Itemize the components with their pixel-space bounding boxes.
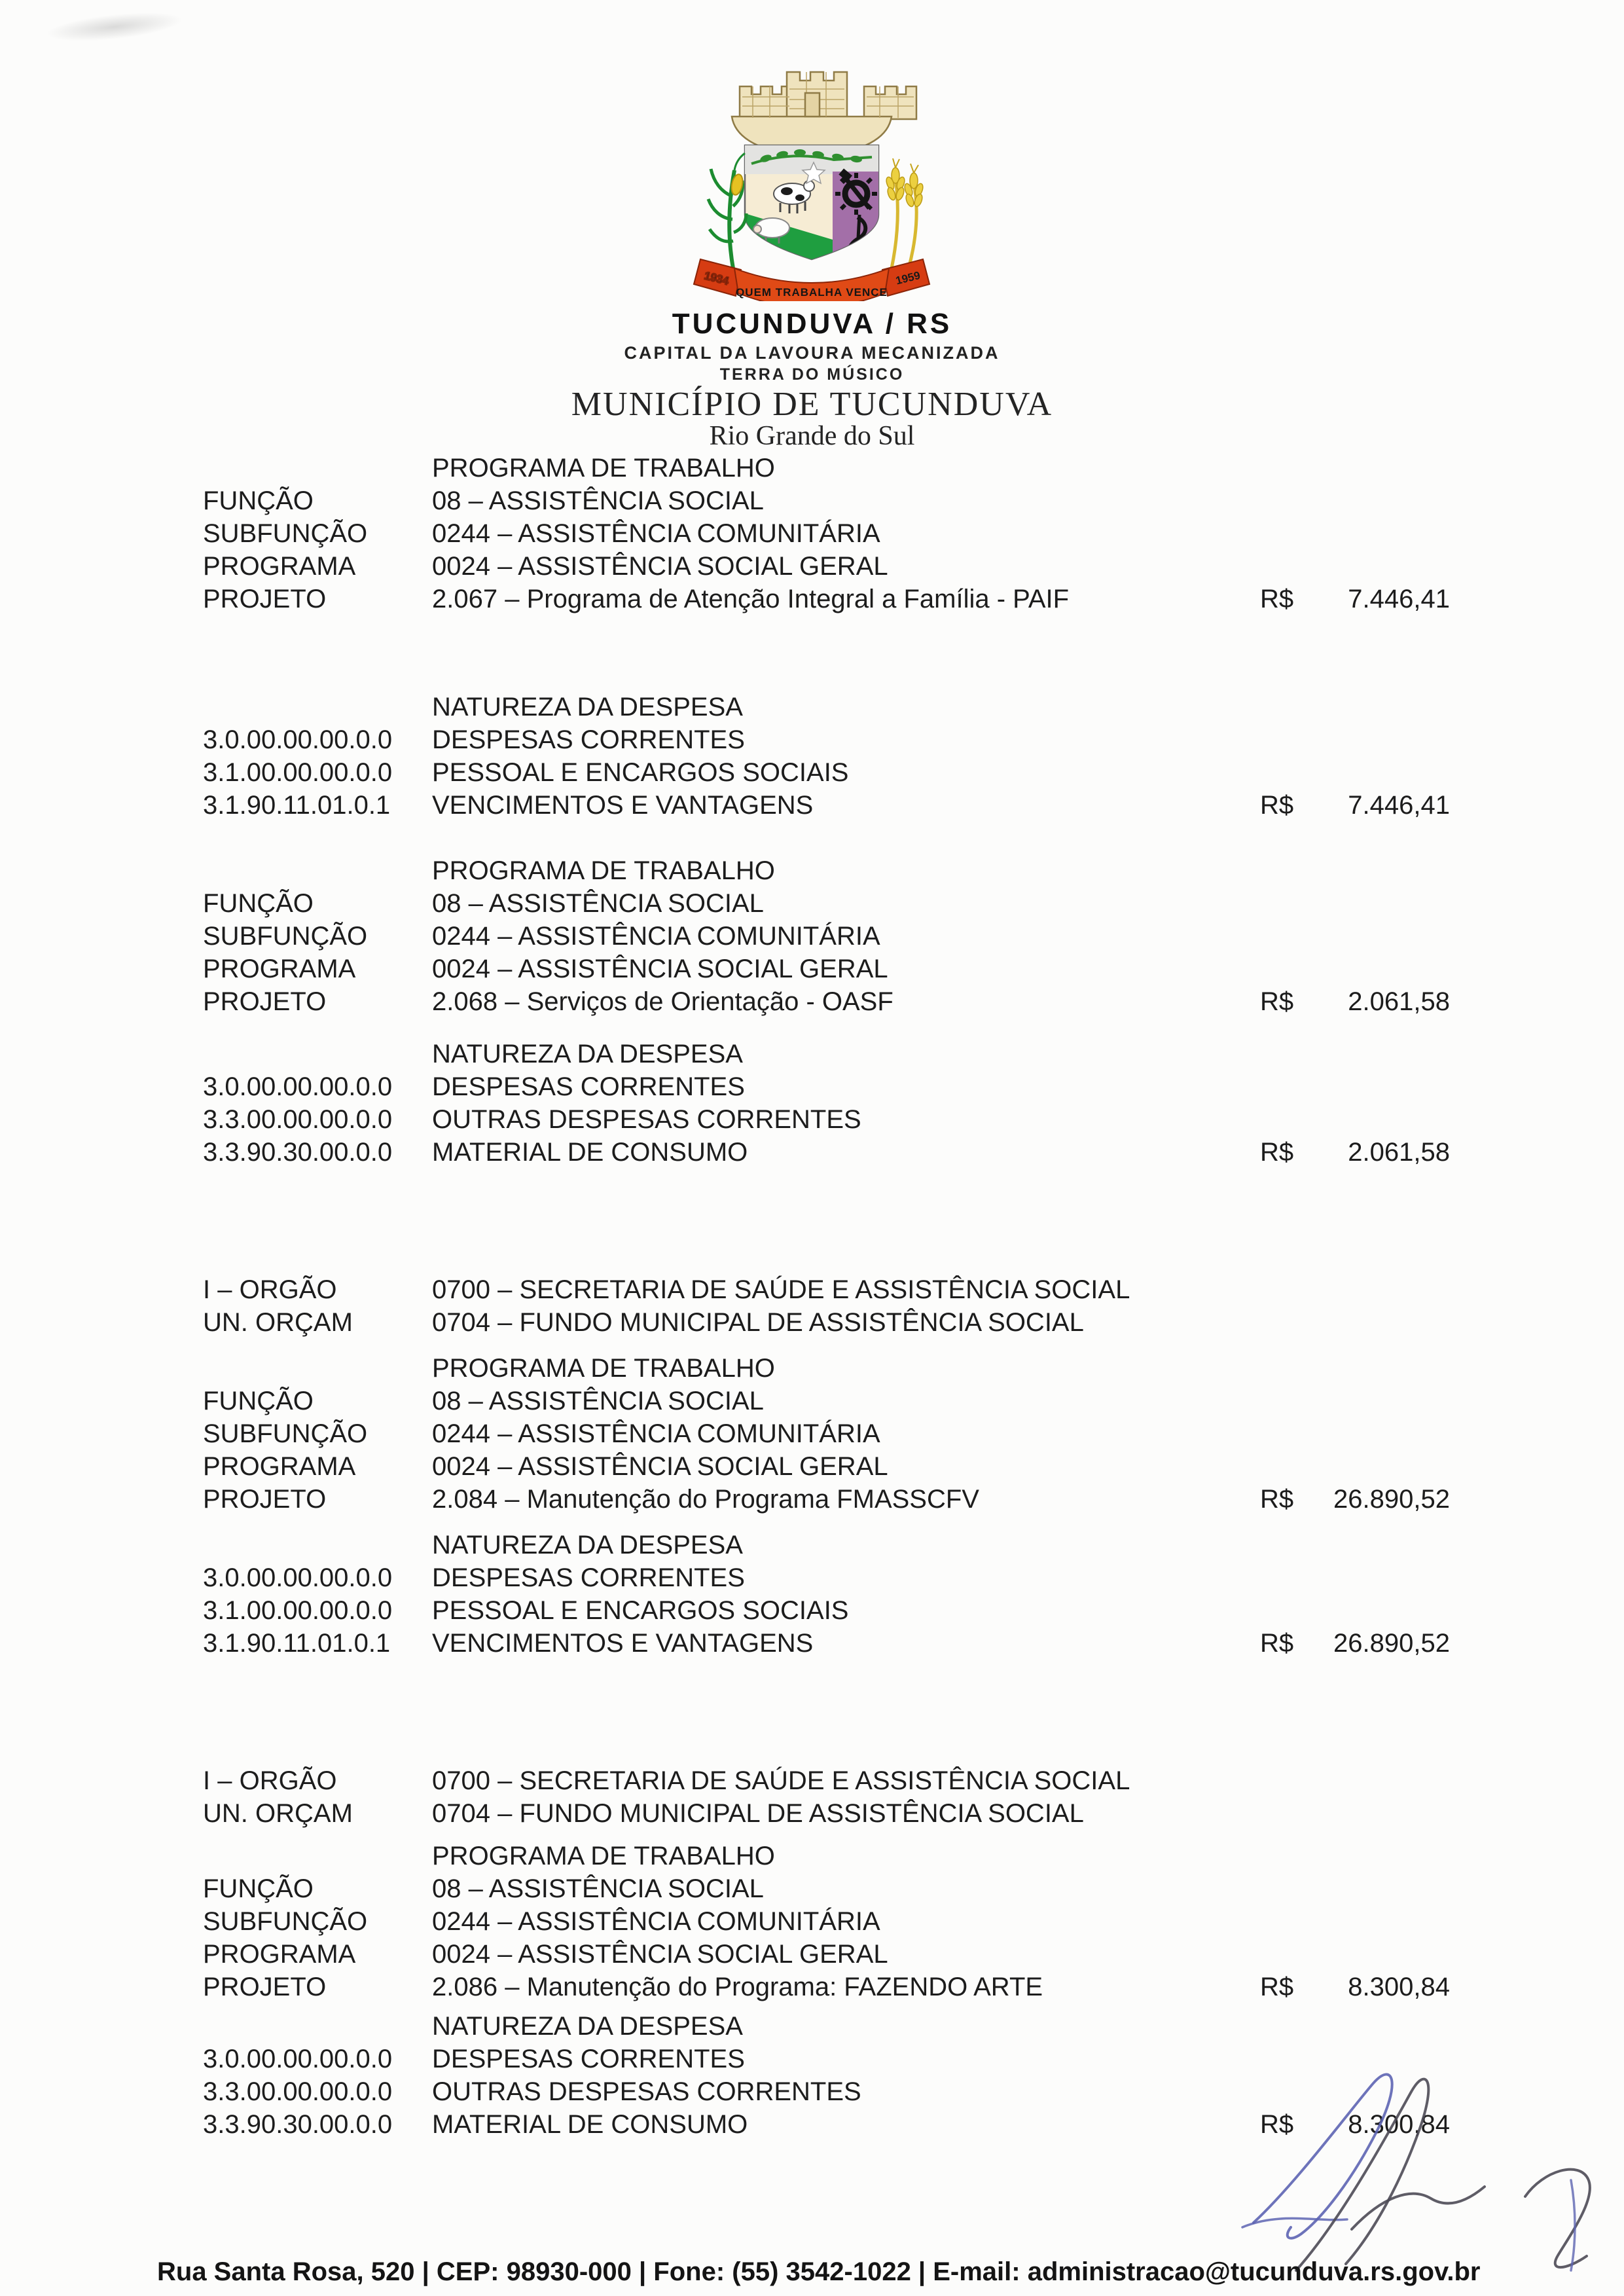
row-description: PESSOAL E ENCARGOS SOCIAIS xyxy=(432,1596,849,1625)
section-programa xyxy=(0,854,1624,1018)
row-label: PROGRAMA xyxy=(203,552,356,581)
row-description: 0244 – ASSISTÊNCIA COMUNITÁRIA xyxy=(432,1907,880,1936)
section-title: PROGRAMA DE TRABALHO xyxy=(432,856,775,885)
municipality-title: MUNICÍPIO DE TUCUNDUVA xyxy=(571,386,1053,423)
amount-value: 2.061,58 xyxy=(1348,987,1450,1016)
currency-symbol: R$ xyxy=(1260,1973,1294,2001)
budget-row xyxy=(0,985,1624,1018)
amount-value: 26.890,52 xyxy=(1333,1485,1450,1514)
row-label: PROJETO xyxy=(203,585,327,613)
budget-row xyxy=(0,1136,1624,1169)
row-description: 2.067 – Programa de Atenção Integral a Família - PAIF xyxy=(432,585,1070,613)
expense-code: 3.1.90.11.01.0.1 xyxy=(203,1629,391,1658)
row-description: 0704 – FUNDO MUNICIPAL DE ASSISTÊNCIA SOCIAL xyxy=(432,1799,1084,1828)
row-description: DESPESAS CORRENTES xyxy=(432,2045,745,2073)
budget-row xyxy=(0,887,1624,920)
section-orgao xyxy=(0,1273,1624,1339)
row-label: FUNÇÃO xyxy=(203,1387,314,1415)
row-description: 0024 – ASSISTÊNCIA SOCIAL GERAL xyxy=(432,1452,888,1481)
row-description: DESPESAS CORRENTES xyxy=(432,1072,745,1101)
row-label: PROJETO xyxy=(203,1485,327,1514)
currency-symbol: R$ xyxy=(1260,791,1294,820)
mural-crown-icon xyxy=(732,72,916,157)
expense-code: 3.0.00.00.00.0.0 xyxy=(203,1563,393,1592)
section-title: NATUREZA DA DESPESA xyxy=(432,2012,743,2041)
budget-row xyxy=(0,1417,1624,1450)
row-description: 08 – ASSISTÊNCIA SOCIAL xyxy=(432,1387,764,1415)
row-label: PROJETO xyxy=(203,987,327,1016)
amount-value: 7.446,41 xyxy=(1348,791,1450,820)
row-label: SUBFUNÇÃO xyxy=(203,922,368,951)
row-label: PROGRAMA xyxy=(203,955,356,983)
budget-row xyxy=(0,1594,1624,1627)
budget-sections xyxy=(0,452,1624,2141)
budget-row xyxy=(0,1483,1624,1516)
currency-symbol: R$ xyxy=(1260,585,1294,613)
currency-symbol: R$ xyxy=(1260,1138,1294,1167)
section-programa xyxy=(0,1352,1624,1516)
row-description: 0700 – SECRETARIA DE SAÚDE E ASSISTÊNCIA SOCIAL xyxy=(432,1766,1130,1795)
amount-value: 26.890,52 xyxy=(1333,1629,1450,1658)
section-title: NATUREZA DA DESPESA xyxy=(432,1531,743,1559)
scan-smudge xyxy=(45,7,185,46)
currency-symbol: R$ xyxy=(1260,1485,1294,1514)
budget-row xyxy=(0,920,1624,953)
row-description: DESPESAS CORRENTES xyxy=(432,725,745,754)
section-natureza xyxy=(0,691,1624,822)
budget-row xyxy=(0,1450,1624,1483)
row-description: DESPESAS CORRENTES xyxy=(432,1563,745,1592)
section-title: NATUREZA DA DESPESA xyxy=(432,1040,743,1068)
budget-row xyxy=(0,953,1624,985)
row-label: UN. ORÇAM xyxy=(203,1308,353,1337)
row-description: 2.084 – Manutenção do Programa FMASSCFV xyxy=(432,1485,979,1514)
shield-icon xyxy=(745,145,878,262)
row-description: 2.068 – Serviços de Orientação - OASF xyxy=(432,987,893,1016)
row-description: 0244 – ASSISTÊNCIA COMUNITÁRIA xyxy=(432,519,880,548)
row-description: 0700 – SECRETARIA DE SAÚDE E ASSISTÊNCIA SOCIAL xyxy=(432,1275,1130,1304)
budget-row xyxy=(0,1905,1624,1938)
row-label: PROGRAMA xyxy=(203,1940,356,1969)
row-label: SUBFUNÇÃO xyxy=(203,1907,368,1936)
expense-code: 3.3.90.30.00.0.0 xyxy=(203,2110,393,2139)
budget-row xyxy=(0,517,1624,550)
budget-row xyxy=(0,1070,1624,1103)
budget-row xyxy=(0,723,1624,756)
row-description: 0244 – ASSISTÊNCIA COMUNITÁRIA xyxy=(432,1419,880,1448)
row-label: SUBFUNÇÃO xyxy=(203,1419,368,1448)
section-programa xyxy=(0,452,1624,615)
section-title: PROGRAMA DE TRABALHO xyxy=(432,454,775,483)
section-title: PROGRAMA DE TRABALHO xyxy=(432,1354,775,1383)
section-programa xyxy=(0,1840,1624,2003)
row-description: PESSOAL E ENCARGOS SOCIAIS xyxy=(432,758,849,787)
terra-subtitle: TERRA DO MÚSICO xyxy=(719,365,905,384)
ribbon-motto: QUEM TRABALHA VENCE xyxy=(736,286,888,299)
amount-value: 2.061,58 xyxy=(1348,1138,1450,1167)
expense-code: 3.1.00.00.00.0.0 xyxy=(203,758,393,787)
row-description: OUTRAS DESPESAS CORRENTES xyxy=(432,1105,861,1134)
row-description: 08 – ASSISTÊNCIA SOCIAL xyxy=(432,486,764,515)
budget-row xyxy=(0,756,1624,789)
signature-ink xyxy=(1218,2062,1623,2278)
budget-row xyxy=(0,1872,1624,1905)
row-description: 2.086 – Manutenção do Programa: FAZENDO ARTE xyxy=(432,1973,1043,2001)
budget-row xyxy=(0,484,1624,517)
budget-row xyxy=(0,1385,1624,1417)
row-description: 08 – ASSISTÊNCIA SOCIAL xyxy=(432,1874,764,1903)
expense-code: 3.3.90.30.00.0.0 xyxy=(203,1138,393,1167)
budget-row xyxy=(0,1797,1624,1830)
budget-row xyxy=(0,1561,1624,1594)
row-description: 0244 – ASSISTÊNCIA COMUNITÁRIA xyxy=(432,922,880,951)
expense-code: 3.3.00.00.00.0.0 xyxy=(203,1105,393,1134)
budget-row xyxy=(0,1971,1624,2003)
budget-row xyxy=(0,1938,1624,1971)
expense-code: 3.1.00.00.00.0.0 xyxy=(203,1596,393,1625)
section-title: PROGRAMA DE TRABALHO xyxy=(432,1842,775,1870)
amount-value: 8.300,84 xyxy=(1348,1973,1450,2001)
row-label: PROGRAMA xyxy=(203,1452,356,1481)
currency-symbol: R$ xyxy=(1260,987,1294,1016)
row-label: SUBFUNÇÃO xyxy=(203,519,368,548)
expense-code: 3.1.90.11.01.0.1 xyxy=(203,791,391,820)
row-description: VENCIMENTOS E VANTAGENS xyxy=(432,791,814,820)
row-label: FUNÇÃO xyxy=(203,486,314,515)
corn-stalk-icon xyxy=(708,153,746,268)
ribbon-banner-icon xyxy=(694,259,929,301)
row-label: FUNÇÃO xyxy=(203,1874,314,1903)
city-line: TUCUNDUVA / RS xyxy=(672,308,952,340)
section-orgao xyxy=(0,1764,1624,1830)
row-label: PROJETO xyxy=(203,1973,327,2001)
expense-code: 3.3.00.00.00.0.0 xyxy=(203,2077,393,2106)
expense-code: 3.0.00.00.00.0.0 xyxy=(203,2045,393,2073)
budget-row xyxy=(0,1764,1624,1797)
budget-row xyxy=(0,583,1624,615)
budget-row xyxy=(0,1103,1624,1136)
currency-symbol: R$ xyxy=(1260,2110,1294,2139)
row-label: UN. ORÇAM xyxy=(203,1799,353,1828)
capital-subtitle: CAPITAL DA LAVOURA MECANIZADA xyxy=(624,343,1000,363)
ribbon-year-right: 1959 xyxy=(894,268,922,287)
expense-code: 3.0.00.00.00.0.0 xyxy=(203,725,393,754)
row-description: 0704 – FUNDO MUNICIPAL DE ASSISTÊNCIA SOCIAL xyxy=(432,1308,1084,1337)
footer-contact: Rua Santa Rosa, 520 | CEP: 98930-000 | Fone: (55) 3542-1022 | E-mail: administracao@tucunduva.rs.gov.br xyxy=(157,2257,1481,2286)
row-label: I – ORGÃO xyxy=(203,1275,337,1304)
budget-row xyxy=(0,1627,1624,1660)
coat-of-arms-icon xyxy=(641,65,982,301)
section-natureza xyxy=(0,1529,1624,1660)
amount-value: 8.300,84 xyxy=(1348,2110,1450,2139)
budget-row xyxy=(0,1273,1624,1306)
row-description: MATERIAL DE CONSUMO xyxy=(432,1138,748,1167)
row-description: OUTRAS DESPESAS CORRENTES xyxy=(432,2077,861,2106)
wheat-icon xyxy=(885,158,924,268)
row-description: 0024 – ASSISTÊNCIA SOCIAL GERAL xyxy=(432,955,888,983)
row-label: FUNÇÃO xyxy=(203,889,314,918)
row-description: 0024 – ASSISTÊNCIA SOCIAL GERAL xyxy=(432,1940,888,1969)
budget-row xyxy=(0,789,1624,822)
budget-row xyxy=(0,550,1624,583)
currency-symbol: R$ xyxy=(1260,1629,1294,1658)
row-label: I – ORGÃO xyxy=(203,1766,337,1795)
amount-value: 7.446,41 xyxy=(1348,585,1450,613)
row-description: 0024 – ASSISTÊNCIA SOCIAL GERAL xyxy=(432,552,888,581)
expense-code: 3.0.00.00.00.0.0 xyxy=(203,1072,393,1101)
row-description: 08 – ASSISTÊNCIA SOCIAL xyxy=(432,889,764,918)
ribbon-year-left: 1934 xyxy=(703,269,731,287)
budget-row xyxy=(0,1306,1624,1339)
section-title: NATUREZA DA DESPESA xyxy=(432,693,743,721)
row-description: MATERIAL DE CONSUMO xyxy=(432,2110,748,2139)
row-description: VENCIMENTOS E VANTAGENS xyxy=(432,1629,814,1658)
state-subtitle: Rio Grande do Sul xyxy=(709,421,915,451)
section-natureza xyxy=(0,1038,1624,1169)
